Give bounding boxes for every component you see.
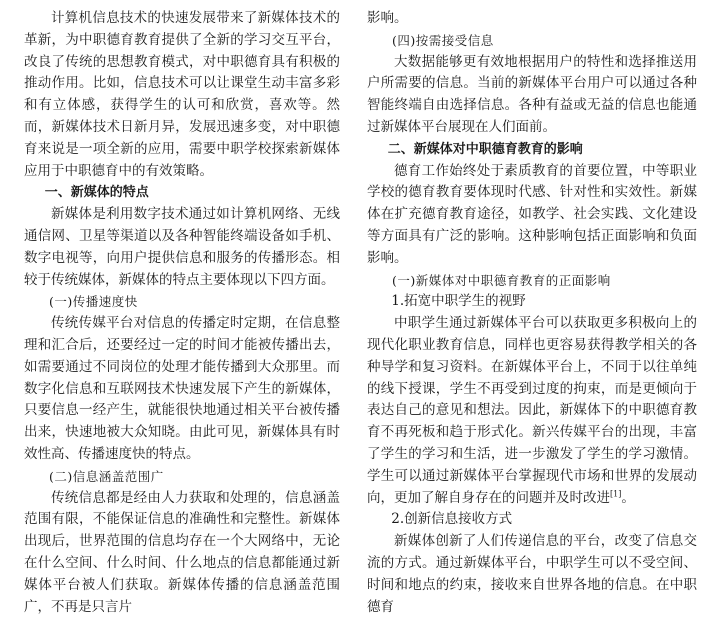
left-column [24, 8, 340, 618]
paragraph-4: 大数据能够更有效地根据用户的特性和选择推送用户所需要的信息。当前的新媒体平台用户可以通过各种智能终端自由选择信息。各种有益或无益的信息也能通过新媒体平台展现在人们面前。 [367, 53, 697, 135]
intro-paragraph: 计算机信息技术的快速发展带来了新媒体技术的革新，为中职德育教育提供了全新的学习交互平台，改良了传统的思想教育模式，对中职德育具有积极的推动作用。比如，信息技术可以让课堂生动丰富多彩和有立体感，获得学生的认可和欣赏，喜欢等。然而，新媒体技术日新月异，发展迅速多变，对中职德育来说是一项全新的应用，需要中职学校探索新媒体应用于中职德育中的有效策略。 [24, 10, 340, 179]
paragraph-2: 传统传媒平台对信息的传播定时定期，在信息整理和汇合后，还要经过一定的时间才能被传播出去，如需要通过不同岗位的处理才能传播到大众那里。而数字化信息和互联网技术快速发展下产生的新媒体，只要信息一经产生，就能很快地通过相关平台被传播出来，快速地被大众知晓。由此可见，新媒体具有时效性高、传播速度快的特点。 [24, 315, 340, 462]
subsection-heading-2: (二)信息涵盖范围广 [49, 468, 164, 484]
paragraph-5: 德育工作始终处于素质教育的首要位置，中等职业学校的德育教育要体现时代感、针对性和实效性。新媒体在扩充德育教育途径，如教学、社会实践、文化建设等方面具有广泛的影响。这种影响包括正面影响和负面影响。 [367, 162, 697, 266]
right-column [367, 8, 697, 618]
section-heading-1: 一、新媒体的特点 [44, 185, 149, 201]
paragraph-3: 传统信息都是经由人力获取和处理的，信息涵盖范围有限，不能保证信息的准确性和完整性。新媒体出现后，世界范围的信息均存在一个大网络中，无论在什么空间、什么时间、什么地点的信息都能通过新媒体平台被人们获取。新媒体传播的信息涵盖范围广，不再是只言片 [24, 489, 340, 615]
subsection-heading-positive: (一)新媒体对中职德育教育的正面影响 [392, 272, 611, 288]
numbered-heading-2: 2.创新信息接收方式 [391, 511, 513, 528]
section-heading-2: 二、新媒体对中职德育教育的影响 [387, 141, 583, 157]
continued-text: 影响。 [367, 10, 408, 26]
citation-ref: [1] [610, 489, 622, 499]
numbered-heading-1: 1.拓宽中职学生的视野 [391, 293, 526, 310]
paragraph-7 [367, 313, 697, 509]
paragraph-7-end: 。 [621, 489, 635, 506]
subsection-heading-1: (一)传播速度快 [49, 294, 138, 310]
paragraph-7-text: 中职学生通过新媒体平台可以获取更多积极向上的现代化职业教育信息，同样也更容易获得教学相关的各种导学和复习资料。在新媒体平台上，不同于以往单纯的线下授课，学生不再受到过度的拘束，而是更倾向于表达自己的意见和想法。因此，新媒体下的中职德育教育不再死板和趋于形式化。新兴传媒平台的出现，丰富了学生的学习和生活，进一步激发了学生的学习激情。学生可以通过新媒体平台掌握现代市场和世界的发展动向，更加了解自身存在的问题并及时改进 [367, 315, 697, 506]
paragraph-8: 新媒体创新了人们传递信息的平台，改变了信息交流的方式。通过新媒体平台，中职学生可以不受空间、时间和地点的约束，接收来自世界各地的信息。在中职德育 [367, 533, 697, 615]
paragraph-1: 新媒体是利用数字技术通过如计算机网络、无线通信网、卫星等渠道以及各种智能终端设备如手机、数字电视等，向用户提供信息和服务的传播形态。相较于传统媒体，新媒体的特点主要体现以下四方面。 [24, 206, 340, 288]
subsection-heading-4: (四)按需接受信息 [392, 32, 494, 48]
